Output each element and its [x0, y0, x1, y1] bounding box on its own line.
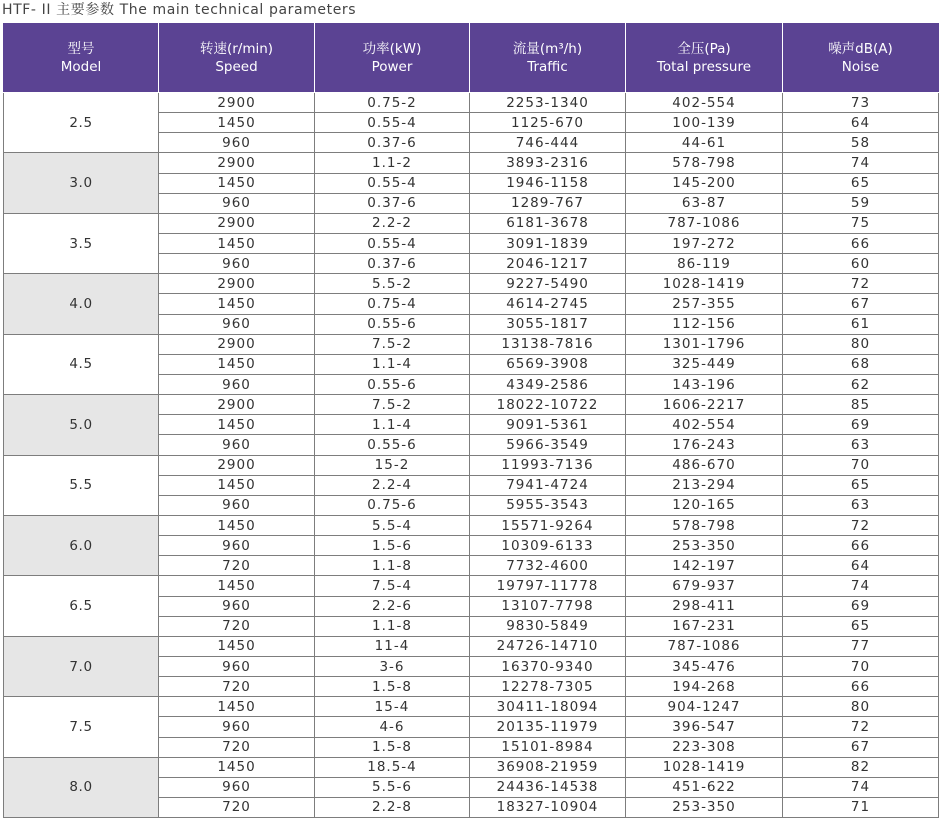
power-cell: 15-4: [315, 697, 470, 717]
power-cell: 0.37-6: [315, 193, 470, 213]
pressure-cell: 787-1086: [626, 636, 783, 656]
traffic-cell: 36908-21959: [470, 757, 626, 777]
pressure-cell: 402-554: [626, 93, 783, 113]
speed-cell: 1450: [159, 697, 315, 717]
traffic-cell: 9227-5490: [470, 274, 626, 294]
power-cell: 7.5-2: [315, 334, 470, 354]
traffic-cell: 5955-3543: [470, 495, 626, 515]
speed-cell: 1450: [159, 475, 315, 495]
table-row: [4, 757, 939, 777]
model-cell: 4.5: [4, 334, 159, 394]
table-row: [4, 395, 939, 415]
power-cell: 1.1-8: [315, 556, 470, 576]
noise-cell: 63: [783, 495, 939, 515]
noise-cell: 66: [783, 233, 939, 253]
noise-cell: 60: [783, 254, 939, 274]
power-cell: 1.1-4: [315, 415, 470, 435]
speed-cell: 2900: [159, 153, 315, 173]
pressure-cell: 213-294: [626, 475, 783, 495]
table-row: [4, 93, 939, 113]
noise-cell: 72: [783, 274, 939, 294]
speed-cell: 960: [159, 254, 315, 274]
power-cell: 5.5-4: [315, 515, 470, 535]
speed-cell: 2900: [159, 93, 315, 113]
traffic-cell: 15101-8984: [470, 737, 626, 757]
pressure-cell: 787-1086: [626, 213, 783, 233]
power-cell: 2.2-8: [315, 797, 470, 817]
table-row: [4, 274, 939, 294]
noise-cell: 72: [783, 515, 939, 535]
power-cell: 7.5-2: [315, 395, 470, 415]
noise-cell: 71: [783, 797, 939, 817]
speed-cell: 720: [159, 737, 315, 757]
power-cell: 0.55-6: [315, 374, 470, 394]
power-cell: 5.5-6: [315, 777, 470, 797]
table-row: [4, 213, 939, 233]
noise-cell: 61: [783, 314, 939, 334]
noise-cell: 58: [783, 133, 939, 153]
traffic-cell: 9830-5849: [470, 616, 626, 636]
traffic-cell: 1289-767: [470, 193, 626, 213]
speed-cell: 960: [159, 717, 315, 737]
noise-cell: 74: [783, 153, 939, 173]
noise-cell: 69: [783, 596, 939, 616]
header-power: 功率(kW) Power: [315, 24, 470, 93]
power-cell: 0.75-2: [315, 93, 470, 113]
traffic-cell: 13107-7798: [470, 596, 626, 616]
power-cell: 1.1-2: [315, 153, 470, 173]
traffic-cell: 9091-5361: [470, 415, 626, 435]
pressure-cell: 298-411: [626, 596, 783, 616]
traffic-cell: 18022-10722: [470, 395, 626, 415]
pressure-cell: 143-196: [626, 374, 783, 394]
pressure-cell: 44-61: [626, 133, 783, 153]
noise-cell: 74: [783, 777, 939, 797]
power-cell: 1.5-8: [315, 737, 470, 757]
power-cell: 0.75-4: [315, 294, 470, 314]
noise-cell: 65: [783, 475, 939, 495]
pressure-cell: 486-670: [626, 455, 783, 475]
pressure-cell: 345-476: [626, 656, 783, 676]
traffic-cell: 4614-2745: [470, 294, 626, 314]
table-row: [4, 697, 939, 717]
page-title: HTF- II 主要参数 The main technical parameters: [2, 2, 357, 18]
noise-cell: 72: [783, 717, 939, 737]
power-cell: 0.55-4: [315, 113, 470, 133]
speed-cell: 960: [159, 435, 315, 455]
power-cell: 2.2-4: [315, 475, 470, 495]
traffic-cell: 6181-3678: [470, 213, 626, 233]
table-row: [4, 153, 939, 173]
speed-cell: 2900: [159, 395, 315, 415]
pressure-cell: 63-87: [626, 193, 783, 213]
traffic-cell: 5966-3549: [470, 435, 626, 455]
noise-cell: 82: [783, 757, 939, 777]
pressure-cell: 253-350: [626, 536, 783, 556]
traffic-cell: 7941-4724: [470, 475, 626, 495]
pressure-cell: 679-937: [626, 576, 783, 596]
pressure-cell: 167-231: [626, 616, 783, 636]
noise-cell: 64: [783, 556, 939, 576]
traffic-cell: 3893-2316: [470, 153, 626, 173]
traffic-cell: 19797-11778: [470, 576, 626, 596]
power-cell: 11-4: [315, 636, 470, 656]
speed-cell: 1450: [159, 233, 315, 253]
speed-cell: 2900: [159, 213, 315, 233]
traffic-cell: 11993-7136: [470, 455, 626, 475]
noise-cell: 65: [783, 173, 939, 193]
model-cell: 2.5: [4, 93, 159, 153]
noise-cell: 64: [783, 113, 939, 133]
speed-cell: 960: [159, 314, 315, 334]
table-header: [4, 24, 939, 93]
table-row: [4, 636, 939, 656]
table-row: [4, 515, 939, 535]
pressure-cell: 112-156: [626, 314, 783, 334]
noise-cell: 67: [783, 294, 939, 314]
power-cell: 1.5-8: [315, 677, 470, 697]
table-row: [4, 576, 939, 596]
traffic-cell: 16370-9340: [470, 656, 626, 676]
noise-cell: 85: [783, 395, 939, 415]
power-cell: 1.1-8: [315, 616, 470, 636]
noise-cell: 63: [783, 435, 939, 455]
pressure-cell: 1028-1419: [626, 757, 783, 777]
traffic-cell: 6569-3908: [470, 354, 626, 374]
noise-cell: 80: [783, 697, 939, 717]
speed-cell: 1450: [159, 294, 315, 314]
pressure-cell: 1028-1419: [626, 274, 783, 294]
traffic-cell: 24726-14710: [470, 636, 626, 656]
pressure-cell: 325-449: [626, 354, 783, 374]
power-cell: 18.5-4: [315, 757, 470, 777]
pressure-cell: 194-268: [626, 677, 783, 697]
pressure-cell: 197-272: [626, 233, 783, 253]
header-noise: 噪声dB(A) Noise: [783, 24, 939, 93]
power-cell: 3-6: [315, 656, 470, 676]
speed-cell: 1450: [159, 113, 315, 133]
model-cell: 8.0: [4, 757, 159, 817]
speed-cell: 1450: [159, 515, 315, 535]
header-model: 型号 Model: [4, 24, 159, 93]
power-cell: 2.2-2: [315, 213, 470, 233]
pressure-cell: 120-165: [626, 495, 783, 515]
pressure-cell: 257-355: [626, 294, 783, 314]
speed-cell: 960: [159, 596, 315, 616]
traffic-cell: 2253-1340: [470, 93, 626, 113]
power-cell: 2.2-6: [315, 596, 470, 616]
speed-cell: 2900: [159, 274, 315, 294]
speed-cell: 1450: [159, 576, 315, 596]
power-cell: 4-6: [315, 717, 470, 737]
model-cell: 6.5: [4, 576, 159, 636]
speed-cell: 720: [159, 616, 315, 636]
traffic-cell: 4349-2586: [470, 374, 626, 394]
speed-cell: 1450: [159, 636, 315, 656]
traffic-cell: 12278-7305: [470, 677, 626, 697]
power-cell: 0.55-6: [315, 314, 470, 334]
pressure-cell: 402-554: [626, 415, 783, 435]
speed-cell: 960: [159, 777, 315, 797]
noise-cell: 66: [783, 677, 939, 697]
traffic-cell: 30411-18094: [470, 697, 626, 717]
header-total-pressure: 全压(Pa) Total pressure: [626, 24, 783, 93]
noise-cell: 77: [783, 636, 939, 656]
noise-cell: 69: [783, 415, 939, 435]
pressure-cell: 578-798: [626, 153, 783, 173]
traffic-cell: 20135-11979: [470, 717, 626, 737]
noise-cell: 70: [783, 656, 939, 676]
traffic-cell: 24436-14538: [470, 777, 626, 797]
speed-cell: 720: [159, 556, 315, 576]
model-cell: 3.5: [4, 213, 159, 273]
speed-cell: 960: [159, 536, 315, 556]
speed-cell: 1450: [159, 173, 315, 193]
speed-cell: 1450: [159, 757, 315, 777]
noise-cell: 67: [783, 737, 939, 757]
speed-cell: 960: [159, 656, 315, 676]
power-cell: 7.5-4: [315, 576, 470, 596]
traffic-cell: 3055-1817: [470, 314, 626, 334]
model-cell: 3.0: [4, 153, 159, 213]
speed-cell: 2900: [159, 334, 315, 354]
pressure-cell: 904-1247: [626, 697, 783, 717]
pressure-cell: 1301-1796: [626, 334, 783, 354]
table-body: [4, 93, 939, 818]
parameters-table: [3, 23, 939, 818]
traffic-cell: 746-444: [470, 133, 626, 153]
traffic-cell: 13138-7816: [470, 334, 626, 354]
speed-cell: 2900: [159, 455, 315, 475]
traffic-cell: 1125-670: [470, 113, 626, 133]
traffic-cell: 1946-1158: [470, 173, 626, 193]
pressure-cell: 253-350: [626, 797, 783, 817]
power-cell: 0.75-6: [315, 495, 470, 515]
header-row: [4, 24, 939, 93]
traffic-cell: 10309-6133: [470, 536, 626, 556]
traffic-cell: 18327-10904: [470, 797, 626, 817]
power-cell: 5.5-2: [315, 274, 470, 294]
power-cell: 0.55-4: [315, 173, 470, 193]
noise-cell: 66: [783, 536, 939, 556]
noise-cell: 80: [783, 334, 939, 354]
speed-cell: 720: [159, 797, 315, 817]
model-cell: 6.0: [4, 515, 159, 575]
speed-cell: 960: [159, 495, 315, 515]
noise-cell: 59: [783, 193, 939, 213]
power-cell: 1.5-6: [315, 536, 470, 556]
speed-cell: 960: [159, 374, 315, 394]
pressure-cell: 86-119: [626, 254, 783, 274]
traffic-cell: 3091-1839: [470, 233, 626, 253]
power-cell: 1.1-4: [315, 354, 470, 374]
traffic-cell: 15571-9264: [470, 515, 626, 535]
noise-cell: 62: [783, 374, 939, 394]
header-speed: 转速(r/min) Speed: [159, 24, 315, 93]
noise-cell: 68: [783, 354, 939, 374]
power-cell: 0.55-6: [315, 435, 470, 455]
speed-cell: 1450: [159, 415, 315, 435]
pressure-cell: 176-243: [626, 435, 783, 455]
speed-cell: 960: [159, 193, 315, 213]
pressure-cell: 1606-2217: [626, 395, 783, 415]
header-traffic: 流量(m³/h) Traffic: [470, 24, 626, 93]
pressure-cell: 451-622: [626, 777, 783, 797]
model-cell: 5.5: [4, 455, 159, 515]
speed-cell: 720: [159, 677, 315, 697]
speed-cell: 960: [159, 133, 315, 153]
model-cell: 5.0: [4, 395, 159, 455]
noise-cell: 75: [783, 213, 939, 233]
traffic-cell: 7732-4600: [470, 556, 626, 576]
table-row: [4, 455, 939, 475]
speed-cell: 1450: [159, 354, 315, 374]
power-cell: 0.55-4: [315, 233, 470, 253]
noise-cell: 73: [783, 93, 939, 113]
noise-cell: 65: [783, 616, 939, 636]
power-cell: 0.37-6: [315, 254, 470, 274]
pressure-cell: 578-798: [626, 515, 783, 535]
power-cell: 0.37-6: [315, 133, 470, 153]
traffic-cell: 2046-1217: [470, 254, 626, 274]
pressure-cell: 142-197: [626, 556, 783, 576]
model-cell: 4.0: [4, 274, 159, 334]
pressure-cell: 396-547: [626, 717, 783, 737]
power-cell: 15-2: [315, 455, 470, 475]
model-cell: 7.5: [4, 697, 159, 757]
pressure-cell: 223-308: [626, 737, 783, 757]
noise-cell: 70: [783, 455, 939, 475]
model-cell: 7.0: [4, 636, 159, 696]
table-row: [4, 334, 939, 354]
noise-cell: 74: [783, 576, 939, 596]
pressure-cell: 145-200: [626, 173, 783, 193]
pressure-cell: 100-139: [626, 113, 783, 133]
